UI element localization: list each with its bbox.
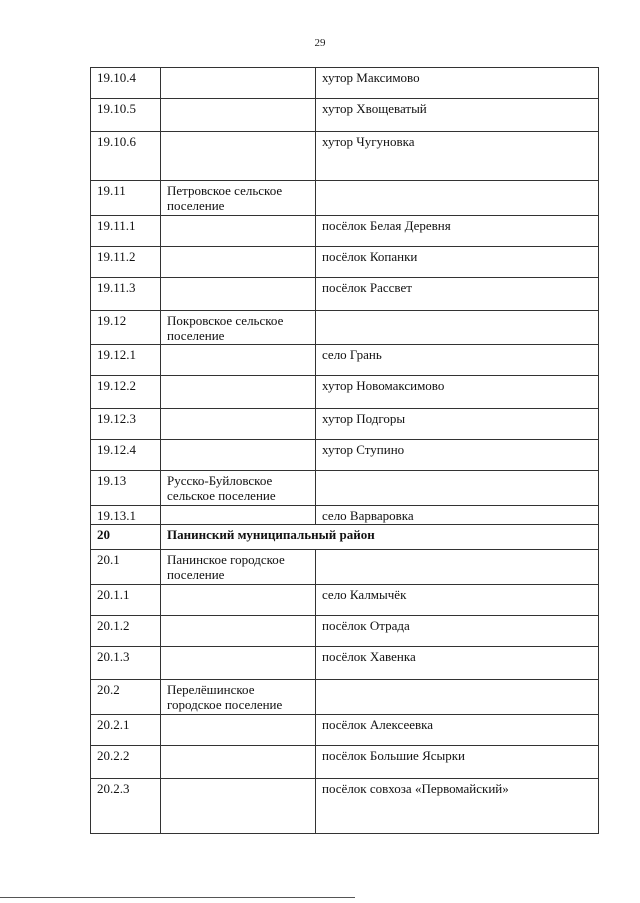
- settlement-cell: посёлок Алексеевка: [316, 715, 599, 746]
- name-cell: [161, 647, 316, 680]
- code-cell: 20.2.3: [91, 779, 161, 834]
- name-cell: [161, 746, 316, 779]
- name-cell: [161, 440, 316, 471]
- settlement-cell: хутор Максимово: [316, 68, 599, 99]
- table-row: [91, 345, 599, 376]
- table-row: [91, 132, 599, 181]
- table-row: [91, 616, 599, 647]
- code-cell: 20.1.3: [91, 647, 161, 680]
- code-cell: 20.2: [91, 680, 161, 715]
- code-cell: 19.12: [91, 311, 161, 345]
- settlements-table: [90, 67, 599, 834]
- name-cell: [161, 376, 316, 409]
- code-cell: 20.2.2: [91, 746, 161, 779]
- name-cell: Русско-Буйловское сельское поселение: [161, 471, 316, 506]
- code-cell: 20.1.1: [91, 585, 161, 616]
- settlement-cell: хутор Подгоры: [316, 409, 599, 440]
- code-cell: 19.12.1: [91, 345, 161, 376]
- table-row: [91, 680, 599, 715]
- table-row: [91, 550, 599, 585]
- settlement-cell: посёлок Отрада: [316, 616, 599, 647]
- code-cell: 19.10.5: [91, 99, 161, 132]
- table-row: [91, 278, 599, 311]
- code-cell: 19.11.2: [91, 247, 161, 278]
- name-cell: Панинское городское поселение: [161, 550, 316, 585]
- table-row: [91, 647, 599, 680]
- name-cell: Покровское сельское поселение: [161, 311, 316, 345]
- section-row: [91, 525, 599, 550]
- settlement-cell: посёлок Большие Ясырки: [316, 746, 599, 779]
- table-row: [91, 216, 599, 247]
- settlement-cell: посёлок Копанки: [316, 247, 599, 278]
- name-cell: [161, 779, 316, 834]
- settlement-cell: [316, 550, 599, 585]
- settlement-cell: хутор Новомаксимово: [316, 376, 599, 409]
- settlement-cell: [316, 311, 599, 345]
- settlement-cell: [316, 471, 599, 506]
- page-number: 29: [314, 37, 326, 49]
- table-row: [91, 779, 599, 834]
- table-row: [91, 585, 599, 616]
- settlement-cell: [316, 181, 599, 216]
- name-cell: [161, 506, 316, 525]
- code-cell: 19.10.4: [91, 68, 161, 99]
- table-row: [91, 471, 599, 506]
- name-cell: [161, 278, 316, 311]
- code-cell: 20.1: [91, 550, 161, 585]
- settlement-cell: хутор Чугуновка: [316, 132, 599, 181]
- code-cell: 20.1.2: [91, 616, 161, 647]
- settlement-cell: хутор Ступино: [316, 440, 599, 471]
- code-cell: 19.13.1: [91, 506, 161, 525]
- name-cell: [161, 132, 316, 181]
- table-row: [91, 440, 599, 471]
- settlement-cell: село Калмычёк: [316, 585, 599, 616]
- settlement-cell: посёлок совхоза «Первомайский»: [316, 779, 599, 834]
- name-cell: Петровское сельское поселение: [161, 181, 316, 216]
- code-cell: 19.12.4: [91, 440, 161, 471]
- table-row: [91, 311, 599, 345]
- settlement-cell: посёлок Белая Деревня: [316, 216, 599, 247]
- code-cell: 19.12.3: [91, 409, 161, 440]
- section-title-cell: Панинский муниципальный район: [161, 525, 599, 550]
- name-cell: [161, 247, 316, 278]
- code-cell: 20: [91, 525, 161, 550]
- table-row: [91, 99, 599, 132]
- table-row: [91, 715, 599, 746]
- table-row: [91, 746, 599, 779]
- table-row: [91, 247, 599, 278]
- code-cell: 19.11: [91, 181, 161, 216]
- table-row: [91, 506, 599, 525]
- table-row: [91, 181, 599, 216]
- settlement-cell: посёлок Хавенка: [316, 647, 599, 680]
- name-cell: [161, 585, 316, 616]
- footer-divider: [0, 897, 355, 898]
- name-cell: [161, 216, 316, 247]
- name-cell: [161, 616, 316, 647]
- settlement-cell: хутор Хвощеватый: [316, 99, 599, 132]
- settlement-cell: село Грань: [316, 345, 599, 376]
- code-cell: 19.13: [91, 471, 161, 506]
- name-cell: [161, 68, 316, 99]
- settlement-cell: посёлок Рассвет: [316, 278, 599, 311]
- name-cell: [161, 345, 316, 376]
- settlement-cell: село Варваровка: [316, 506, 599, 525]
- name-cell: [161, 409, 316, 440]
- code-cell: 20.2.1: [91, 715, 161, 746]
- name-cell: Перелёшинское городское поселение: [161, 680, 316, 715]
- name-cell: [161, 99, 316, 132]
- code-cell: 19.11.1: [91, 216, 161, 247]
- code-cell: 19.11.3: [91, 278, 161, 311]
- code-cell: 19.12.2: [91, 376, 161, 409]
- name-cell: [161, 715, 316, 746]
- table-row: [91, 409, 599, 440]
- table-row: [91, 68, 599, 99]
- table-row: [91, 376, 599, 409]
- code-cell: 19.10.6: [91, 132, 161, 181]
- settlement-cell: [316, 680, 599, 715]
